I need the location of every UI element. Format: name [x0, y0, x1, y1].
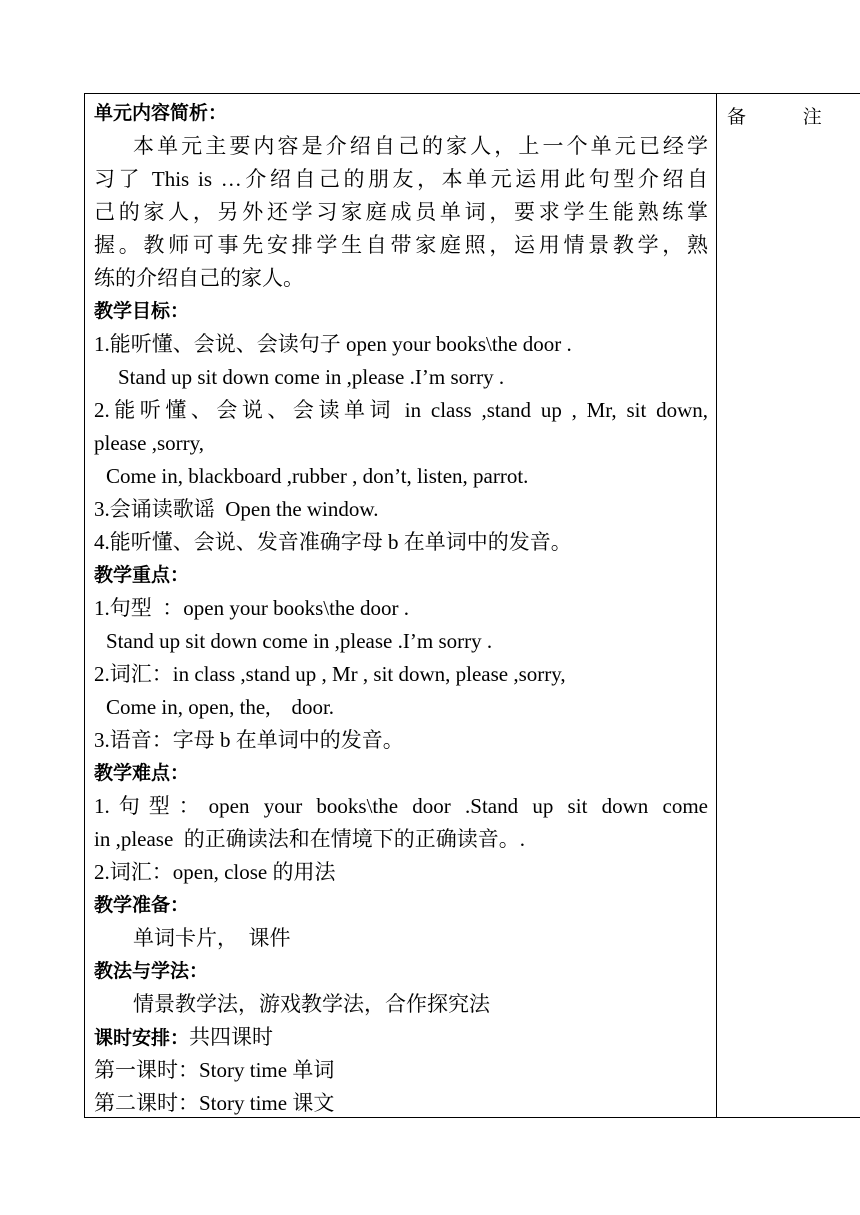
- text-line: 单词卡片， 课件: [133, 926, 291, 950]
- text-line: 己的家人，另外还学习家庭成员单词，要求学生能熟练掌: [94, 200, 708, 224]
- section-heading: 教学重点：: [94, 564, 190, 586]
- section-value: 共四课时: [189, 1025, 274, 1049]
- section-heading: 课时安排：: [94, 1027, 190, 1049]
- text-line: Come in, open, the, door.: [106, 695, 335, 719]
- text-line: 第二课时：Story time 课文: [94, 1091, 335, 1115]
- section-line: [94, 1021, 708, 1054]
- text-line: 4.能听懂、会说、发音准确字母 b 在单词中的发音。: [94, 530, 572, 554]
- section-heading: 教法与学法：: [94, 960, 209, 982]
- text-line: Come in, blackboard ,rubber , don’t, listen, parrot.: [106, 464, 529, 488]
- text-line: 情景教学法，游戏教学法，合作探究法: [133, 992, 490, 1016]
- text-line: 2.词汇：in class ,stand up , Mr , sit down, please ,sorry,: [94, 662, 566, 686]
- text-line: please ,sorry,: [94, 431, 205, 455]
- text-line: 3.会诵读歌谣 Open the window.: [94, 497, 379, 521]
- text-line: 2.词汇：open, close 的用法: [94, 860, 336, 884]
- text-line: 1.句型 ：open your books\the door .: [94, 596, 409, 620]
- text-line: 握。教师可事先安排学生自带家庭照，运用情景教学，熟: [94, 233, 708, 257]
- text-line: Stand up sit down come in ,please .I’m sorry .: [118, 365, 505, 389]
- unit-analysis-column: [94, 97, 708, 1120]
- section-heading: 单元内容简析：: [94, 102, 228, 124]
- section-heading: 教学准备：: [94, 894, 190, 916]
- text-line: in ,please 的正确读法和在情境下的正确读音。.: [94, 827, 526, 851]
- text-line: 3.语音：字母 b 在单词中的发音。: [94, 728, 404, 752]
- lesson-plan-table: [84, 93, 860, 1118]
- text-line: 1.能听懂、会说、会读句子 open your books\the door .: [94, 332, 572, 356]
- section-heading: 教学目标：: [94, 300, 190, 322]
- text-line: 习了 This is …介绍自己的朋友，本单元运用此句型介绍自: [94, 167, 708, 191]
- column-divider: [716, 94, 717, 1117]
- text-line: Stand up sit down come in ,please .I’m sorry .: [106, 629, 493, 653]
- text-line: 练的介绍自己的家人。: [94, 266, 304, 290]
- text-line: 第一课时：Story time 单词: [94, 1058, 335, 1082]
- notes-column-header: 备 注: [727, 107, 848, 128]
- text-line: 2.能听懂、会说、会读单词 in class ,stand up , Mr, sit down,: [94, 398, 708, 422]
- section-heading: 教学难点：: [94, 762, 190, 784]
- text-line: 本单元主要内容是介绍自己的家人，上一个单元已经学: [133, 134, 708, 158]
- text-line: 1.句型：open your books\the door .Stand up sit down come: [94, 794, 708, 818]
